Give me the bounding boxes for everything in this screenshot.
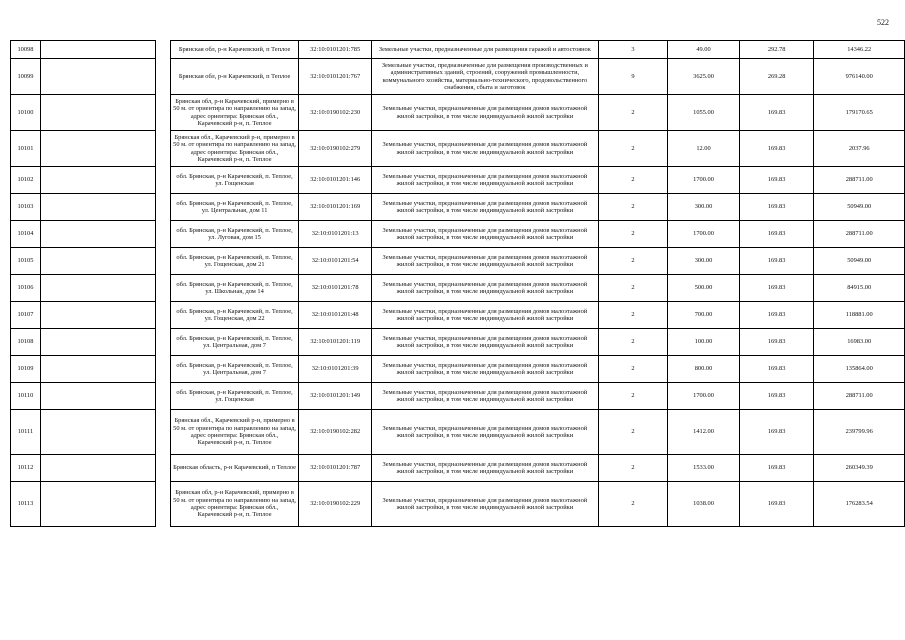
gap-cell (156, 131, 171, 167)
gap-cell (156, 59, 171, 95)
group-code-cell: 3 (598, 41, 668, 59)
specific-value-cell: 169.83 (739, 194, 814, 221)
address-cell: Брянская обл., Карачевский р-н, примерно в 50 м. от ориентира по направлению на запад, адрес ориентира: Брянская обл., Карачевский р-н, п. Теплое (170, 131, 298, 167)
address-cell: обл. Брянская, р-н Карачевский, п. Теплое, ул. Гощенская (170, 167, 298, 194)
gap-cell (156, 275, 171, 302)
cadastral-value-cell: 179170.65 (814, 95, 905, 131)
specific-value-cell: 169.83 (739, 131, 814, 167)
address-cell: обл. Брянская, р-н Карачевский, п. Теплое, ул. Центральная, дом 7 (170, 329, 298, 356)
cadastral-number-cell: 32:10:0101201:48 (299, 302, 372, 329)
cadastral-number-cell: 32:10:0190102:230 (299, 95, 372, 131)
cadastral-value-cell: 84915.00 (814, 275, 905, 302)
area-cell: 1533.00 (668, 455, 740, 482)
table-row (11, 95, 905, 131)
cadastral-number-cell: 32:10:0101201:78 (299, 275, 372, 302)
gap-cell (156, 41, 171, 59)
specific-value-cell: 169.83 (739, 302, 814, 329)
area-cell: 1700.00 (668, 167, 740, 194)
cadastral-value-cell: 2037.96 (814, 131, 905, 167)
record-number-cell: 10106 (11, 275, 41, 302)
blank-cell (40, 329, 155, 356)
blank-cell (40, 194, 155, 221)
specific-value-cell: 169.83 (739, 221, 814, 248)
cadastral-number-cell: 32:10:0101201:169 (299, 194, 372, 221)
gap-cell (156, 221, 171, 248)
address-cell: обл. Брянская, р-н Карачевский, п. Теплое, ул. Гощенская (170, 383, 298, 410)
specific-value-cell: 169.83 (739, 95, 814, 131)
table-row (11, 194, 905, 221)
land-use-cell: Земельные участки, предназначенные для размещения домов малоэтажной жилой застройки, в том числе индивидуальной жилой застройки (372, 131, 599, 167)
specific-value-cell: 169.83 (739, 383, 814, 410)
cadastral-number-cell: 32:10:0101201:767 (299, 59, 372, 95)
land-use-cell: Земельные участки, предназначенные для размещения домов малоэтажной жилой застройки, в том числе индивидуальной жилой застройки (372, 482, 599, 527)
cadastral-number-cell: 32:10:0101201:119 (299, 329, 372, 356)
record-number-cell: 10110 (11, 383, 41, 410)
cadastral-value-cell: 118881.00 (814, 302, 905, 329)
area-cell: 1412.00 (668, 410, 740, 455)
address-cell: обл. Брянская, р-н Карачевский, п. Теплое, ул. Гощенская, дом 21 (170, 248, 298, 275)
address-cell: Брянская обл, р-н Карачевский, п Теплое (170, 41, 298, 59)
record-number-cell: 10101 (11, 131, 41, 167)
record-number-cell: 10103 (11, 194, 41, 221)
address-cell: Брянская обл., Карачевский р-н, примерно в 50 м. от ориентира по направлению на запад, адрес ориентира: Брянская обл., Карачевский р-н, п. Теплое (170, 410, 298, 455)
address-cell: Брянская область, р-н Карачевский, п Теплое (170, 455, 298, 482)
cadastral-number-cell: 32:10:0101201:787 (299, 455, 372, 482)
group-code-cell: 2 (598, 482, 668, 527)
table-row (11, 302, 905, 329)
area-cell: 3625.00 (668, 59, 740, 95)
cadastral-value-cell: 176283.54 (814, 482, 905, 527)
table-row (11, 329, 905, 356)
area-cell: 1700.00 (668, 383, 740, 410)
specific-value-cell: 169.83 (739, 167, 814, 194)
specific-value-cell: 169.83 (739, 410, 814, 455)
table-row (11, 356, 905, 383)
land-use-cell: Земельные участки, предназначенные для размещения домов малоэтажной жилой застройки, в том числе индивидуальной жилой застройки (372, 221, 599, 248)
area-cell: 300.00 (668, 248, 740, 275)
cadastral-value-table (10, 40, 905, 527)
record-number-cell: 10113 (11, 482, 41, 527)
cadastral-value-cell: 50949.00 (814, 248, 905, 275)
gap-cell (156, 167, 171, 194)
page-number: 522 (877, 18, 889, 27)
group-code-cell: 2 (598, 383, 668, 410)
land-use-cell: Земельные участки, предназначенные для размещения домов малоэтажной жилой застройки, в том числе индивидуальной жилой застройки (372, 356, 599, 383)
blank-cell (40, 248, 155, 275)
group-code-cell: 2 (598, 131, 668, 167)
area-cell: 1038.00 (668, 482, 740, 527)
area-cell: 1055.00 (668, 95, 740, 131)
cadastral-value-cell: 14346.22 (814, 41, 905, 59)
land-use-cell: Земельные участки, предназначенные для размещения домов малоэтажной жилой застройки, в том числе индивидуальной жилой застройки (372, 167, 599, 194)
area-cell: 300.00 (668, 194, 740, 221)
address-cell: Брянская обл, р-н Карачевский, примерно в 50 м. от ориентира по направлению на запад, адрес ориентира: Брянская обл., Карачевский р-н, п. Теплое (170, 95, 298, 131)
table-row (11, 41, 905, 59)
blank-cell (40, 356, 155, 383)
cadastral-value-cell: 50949.00 (814, 194, 905, 221)
land-use-cell: Земельные участки, предназначенные для размещения домов малоэтажной жилой застройки, в том числе индивидуальной жилой застройки (372, 248, 599, 275)
table-row (11, 167, 905, 194)
group-code-cell: 2 (598, 302, 668, 329)
blank-cell (40, 95, 155, 131)
land-use-cell: Земельные участки, предназначенные для размещения домов малоэтажной жилой застройки, в том числе индивидуальной жилой застройки (372, 95, 599, 131)
record-number-cell: 10107 (11, 302, 41, 329)
address-cell: Брянская обл, р-н Карачевский, п Теплое (170, 59, 298, 95)
table-row (11, 59, 905, 95)
blank-cell (40, 41, 155, 59)
land-use-cell: Земельные участки, предназначенные для размещения домов малоэтажной жилой застройки, в том числе индивидуальной жилой застройки (372, 275, 599, 302)
group-code-cell: 2 (598, 194, 668, 221)
group-code-cell: 2 (598, 455, 668, 482)
land-use-cell: Земельные участки, предназначенные для размещения домов малоэтажной жилой застройки, в том числе индивидуальной жилой застройки (372, 302, 599, 329)
record-number-cell: 10100 (11, 95, 41, 131)
record-number-cell: 10102 (11, 167, 41, 194)
gap-cell (156, 455, 171, 482)
gap-cell (156, 356, 171, 383)
table-row (11, 410, 905, 455)
address-cell: обл. Брянская, р-н Карачевский, п. Теплое, ул. Центральная, дом 11 (170, 194, 298, 221)
cadastral-value-cell: 288711.00 (814, 221, 905, 248)
area-cell: 12.00 (668, 131, 740, 167)
table-row (11, 131, 905, 167)
area-cell: 800.00 (668, 356, 740, 383)
record-number-cell: 10108 (11, 329, 41, 356)
gap-cell (156, 482, 171, 527)
gap-cell (156, 383, 171, 410)
cadastral-number-cell: 32:10:0190102:229 (299, 482, 372, 527)
group-code-cell: 2 (598, 356, 668, 383)
land-use-cell: Земельные участки, предназначенные для размещения домов малоэтажной жилой застройки, в том числе индивидуальной жилой застройки (372, 383, 599, 410)
cadastral-value-cell: 16983.00 (814, 329, 905, 356)
gap-cell (156, 329, 171, 356)
land-use-cell: Земельные участки, предназначенные для размещения домов малоэтажной жилой застройки, в том числе индивидуальной жилой застройки (372, 194, 599, 221)
group-code-cell: 2 (598, 410, 668, 455)
cadastral-value-cell: 288711.00 (814, 167, 905, 194)
group-code-cell: 2 (598, 167, 668, 194)
group-code-cell: 2 (598, 275, 668, 302)
blank-cell (40, 275, 155, 302)
blank-cell (40, 383, 155, 410)
group-code-cell: 9 (598, 59, 668, 95)
record-number-cell: 10109 (11, 356, 41, 383)
specific-value-cell: 169.83 (739, 356, 814, 383)
area-cell: 49.00 (668, 41, 740, 59)
group-code-cell: 2 (598, 329, 668, 356)
table-body (11, 41, 905, 527)
cadastral-number-cell: 32:10:0101201:146 (299, 167, 372, 194)
cadastral-number-cell: 32:10:0101201:149 (299, 383, 372, 410)
cadastral-number-cell: 32:10:0101201:54 (299, 248, 372, 275)
gap-cell (156, 410, 171, 455)
land-use-cell: Земельные участки, предназначенные для размещения гаражей и автостоянок (372, 41, 599, 59)
record-number-cell: 10104 (11, 221, 41, 248)
table-row (11, 383, 905, 410)
blank-cell (40, 455, 155, 482)
specific-value-cell: 169.83 (739, 455, 814, 482)
table-row (11, 455, 905, 482)
cadastral-number-cell: 32:10:0101201:13 (299, 221, 372, 248)
blank-cell (40, 131, 155, 167)
gap-cell (156, 194, 171, 221)
group-code-cell: 2 (598, 248, 668, 275)
specific-value-cell: 169.83 (739, 248, 814, 275)
cadastral-number-cell: 32:10:0190102:282 (299, 410, 372, 455)
cadastral-value-cell: 976140.00 (814, 59, 905, 95)
address-cell: обл. Брянская, р-н Карачевский, п. Теплое, ул. Школьная, дом 14 (170, 275, 298, 302)
cadastral-value-cell: 239799.96 (814, 410, 905, 455)
blank-cell (40, 167, 155, 194)
area-cell: 700.00 (668, 302, 740, 329)
table-row (11, 482, 905, 527)
address-cell: обл. Брянская, р-н Карачевский, п. Теплое, ул. Гощенская, дом 22 (170, 302, 298, 329)
address-cell: Брянская обл, р-н Карачевский, примерно в 50 м. от ориентира по направлению на запад, адрес ориентира: Брянская обл., Карачевский р-н, п. Теплое (170, 482, 298, 527)
specific-value-cell: 269.28 (739, 59, 814, 95)
cadastral-value-cell: 288711.00 (814, 383, 905, 410)
table-row (11, 221, 905, 248)
record-number-cell: 10112 (11, 455, 41, 482)
table-row (11, 248, 905, 275)
specific-value-cell: 169.83 (739, 329, 814, 356)
cadastral-number-cell: 32:10:0101201:785 (299, 41, 372, 59)
cadastral-value-cell: 135864.00 (814, 356, 905, 383)
blank-cell (40, 482, 155, 527)
record-number-cell: 10111 (11, 410, 41, 455)
blank-cell (40, 410, 155, 455)
specific-value-cell: 169.83 (739, 482, 814, 527)
record-number-cell: 10098 (11, 41, 41, 59)
gap-cell (156, 95, 171, 131)
gap-cell (156, 302, 171, 329)
blank-cell (40, 59, 155, 95)
table-row (11, 275, 905, 302)
record-number-cell: 10099 (11, 59, 41, 95)
address-cell: обл. Брянская, р-н Карачевский, п. Теплое, ул. Луговая, дом 15 (170, 221, 298, 248)
group-code-cell: 2 (598, 221, 668, 248)
specific-value-cell: 292.78 (739, 41, 814, 59)
address-cell: обл. Брянская, р-н Карачевский, п. Теплое, ул. Центральная, дом 7 (170, 356, 298, 383)
gap-cell (156, 248, 171, 275)
area-cell: 1700.00 (668, 221, 740, 248)
land-use-cell: Земельные участки, предназначенные для размещения домов малоэтажной жилой застройки, в том числе индивидуальной жилой застройки (372, 329, 599, 356)
blank-cell (40, 302, 155, 329)
blank-cell (40, 221, 155, 248)
specific-value-cell: 169.83 (739, 275, 814, 302)
record-number-cell: 10105 (11, 248, 41, 275)
land-use-cell: Земельные участки, предназначенные для размещения домов малоэтажной жилой застройки, в том числе индивидуальной жилой застройки (372, 410, 599, 455)
land-use-cell: Земельные участки, предназначенные для размещения домов малоэтажной жилой застройки, в том числе индивидуальной жилой застройки (372, 455, 599, 482)
land-use-cell: Земельные участки, предназначенные для размещения производственных и административных зданий, строений, сооружений промышленности, коммунального хозяйства, материально-технического, продовольственного снабжения, сбыта и заготовок (372, 59, 599, 95)
area-cell: 500.00 (668, 275, 740, 302)
cadastral-number-cell: 32:10:0101201:39 (299, 356, 372, 383)
group-code-cell: 2 (598, 95, 668, 131)
cadastral-number-cell: 32:10:0190102:279 (299, 131, 372, 167)
cadastral-value-cell: 260349.39 (814, 455, 905, 482)
area-cell: 100.00 (668, 329, 740, 356)
